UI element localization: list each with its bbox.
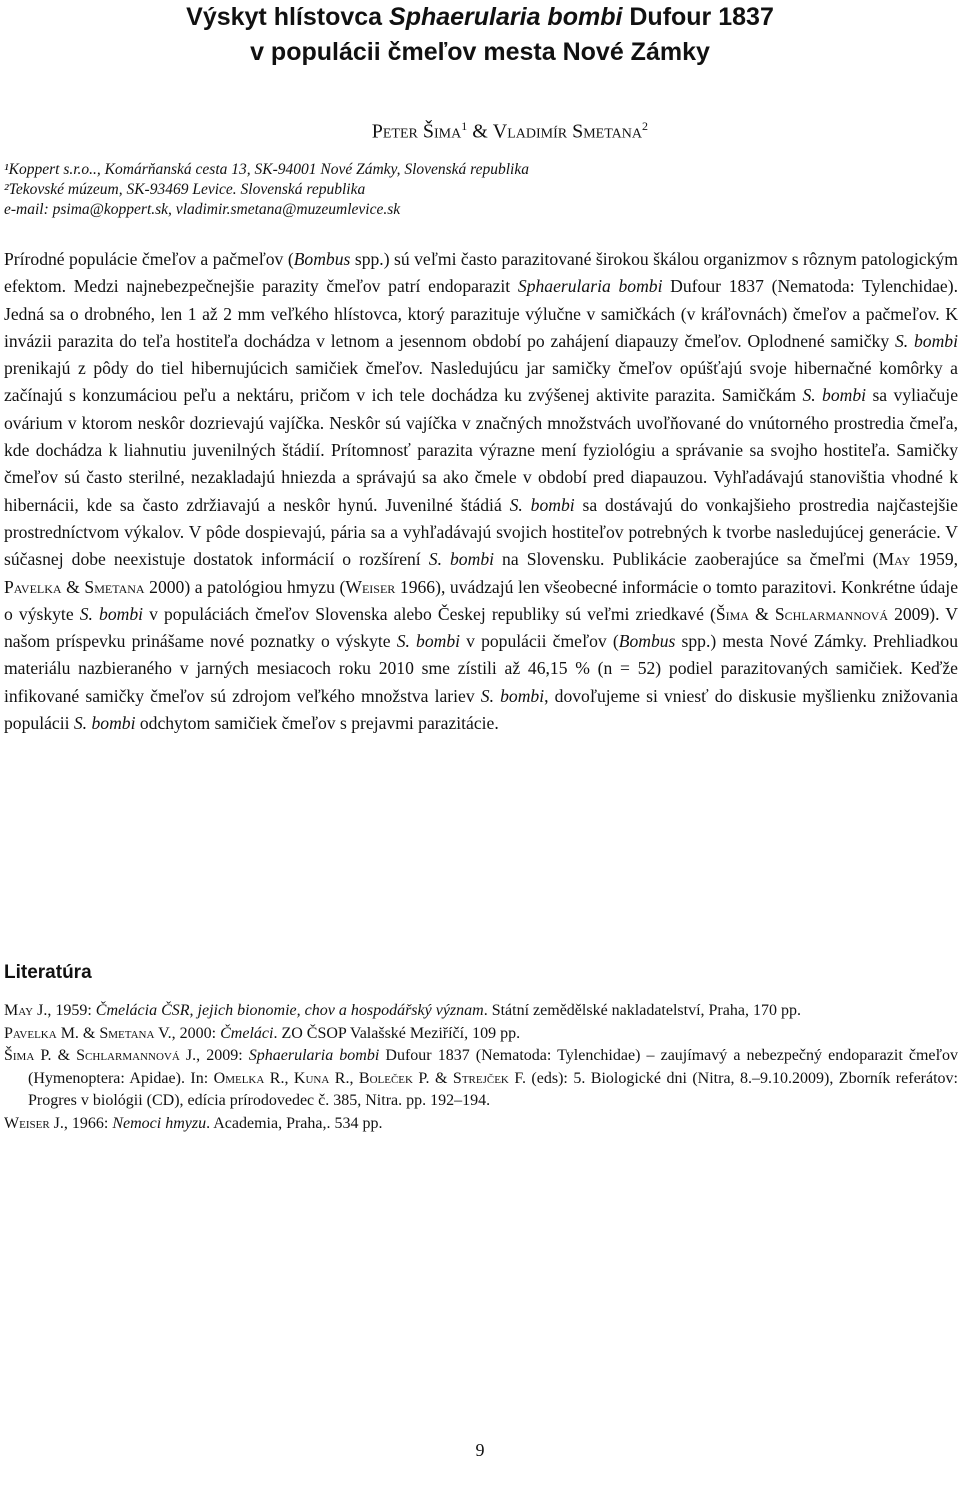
ref-author: May	[4, 1002, 34, 1019]
authors-line	[372, 112, 648, 146]
italic-taxon: S. bombi	[894, 330, 958, 351]
reference-item	[4, 1023, 958, 1046]
body-text: v populáciách čmeľov Slovenska alebo Českej republiky sú veľmi zriedkavé (	[143, 603, 716, 624]
ref-text: . Státní zemědělské nakladatelství, Praha, 170 pp.	[483, 1002, 801, 1019]
body-text: &	[61, 576, 85, 597]
body-text: na Slovensku. Publikácie zaoberajúce sa čmeľmi (	[494, 549, 879, 570]
body-text: Prírodné populácie čmeľov a pačmeľov (	[4, 249, 294, 269]
cited-author: Schlarmannová	[774, 603, 888, 624]
ref-title: Sphaerularia bombi	[248, 1047, 380, 1064]
ref-text: J., 2009:	[179, 1047, 249, 1064]
body-text: prenikajú z pôdy do tiel hibernujúcich samičiek čmeľov. Nasledujúcu jar samičky čmeľov opúšťajú svoje hibernačné komôrky a začínajú s konzumáciou peľu a nektáru, pričom v ich tele dochádza ku zvýšenej aktivite parazita. Samičkám	[4, 358, 958, 406]
ref-title: Nemoci hmyzu	[112, 1114, 207, 1132]
ref-author: Boleček	[358, 1069, 413, 1087]
body-text: sa dostávajú do vonkajšieho prostredia najčastejšie prostredníctvom výkalov. V pôde dospievajú, pária sa a vyhľadávajú svojich hostiteľov potrebných k tvorbe nasledujúcej generácie. V súčasnej dobe neexistuje dostatok informácií o rozšírení	[4, 494, 958, 570]
italic-taxon: S. bombi	[509, 494, 575, 515]
ref-text: R.,	[329, 1069, 359, 1087]
ref-author: Weiser	[4, 1114, 50, 1132]
ref-text: . Academia, Praha,. 534 pp.	[206, 1114, 383, 1132]
affiliation-line: ²Tekovské múzeum, SK-93469 Levice. Slovenská republika	[4, 181, 366, 198]
ref-text: V., 2000:	[154, 1024, 221, 1042]
italic-taxon: Sphaerularia bombi	[517, 276, 663, 297]
ref-author: Strejček	[452, 1069, 509, 1087]
ref-text: F. (eds): 5. Biologické dni (Nitra, 8.–9.10.2009), Zborník referátov: Progres v biológii (CD), edícia prírodovedec č. 385, Nitra. pp. 192–194.	[28, 1069, 958, 1109]
cited-author: May	[878, 549, 911, 570]
ref-title: Čmeláci	[220, 1024, 274, 1042]
affiliation-line: ¹Koppert s.r.o.., Komárňanská cesta 13, SK-94001 Nové Zámky, Slovenská republika	[4, 161, 529, 178]
reference-item	[4, 1045, 958, 1113]
cited-author: Weiser	[345, 576, 396, 597]
italic-taxon: S. bombi	[428, 549, 494, 570]
ref-text: P. &	[412, 1069, 453, 1087]
author-name: Vladimír Smetana	[492, 120, 642, 143]
literature-heading: Literatúra	[4, 962, 92, 983]
title-line-2: v populácii čmeľov mesta Nové Zámky	[250, 38, 710, 66]
body-text: 2000) a patológiou hmyzu (	[144, 576, 346, 597]
title-species-name: Sphaerularia bombi	[389, 3, 623, 31]
italic-taxon: S. bombi	[802, 385, 867, 406]
article-title	[0, 0, 960, 70]
cited-author: Šima	[715, 603, 749, 624]
reference-item	[4, 1113, 958, 1136]
body-text: 1966), uvádzajú len všeobecné informácie o tomto parazitovi. Konkrétne údaje o výskyte	[4, 576, 959, 624]
affiliation-marker: 1	[461, 119, 468, 133]
page-number: 9	[475, 1440, 485, 1460]
italic-taxon: S. bombi	[396, 631, 461, 652]
cited-author: Pavelka	[4, 576, 62, 597]
author-name: Peter Šima	[371, 120, 462, 143]
ref-author: Smetana	[99, 1024, 155, 1042]
italic-taxon: S. bombi	[79, 603, 144, 624]
ref-text: R.,	[264, 1069, 294, 1087]
reference-list	[4, 1000, 958, 1135]
body-text: odchytom samičiek čmeľov s prejavmi parazitácie.	[135, 713, 499, 734]
email-line: e-mail: psima@koppert.sk, vladimir.smetana@muzeumlevice.sk	[4, 201, 401, 218]
title-text: Dufour 1837	[622, 3, 774, 31]
ref-author: Kuna	[293, 1069, 330, 1087]
body-text: , dovoľujeme si vniesť do diskusie myšlienku znižovania populácii	[4, 685, 958, 734]
cited-author: Smetana	[84, 576, 145, 597]
body-text: sa vyliačuje ovárium v ktorom neskôr dozrievajú vajíčka. Neskôr sú vajíčka v značných množstvách uvoľňované do vnútorného prostredia čmeľa, kde dochádza k liahnutiu juvenilných štádií. Prítomnosť parazita výrazne mení fyziológiu a správanie sa svojho hostiteľa. Samičky čmeľov sú často sterilné, nezakladajú hniezda a správajú sa ako čmele v období pred diapauzou. Vyhľadávajú stanovištia vhodné k hibernácii, kde sa často zdržiavajú a neskôr hynú. Juvenilné štádiá	[4, 385, 958, 515]
ref-author: Omelka	[213, 1069, 265, 1087]
body-text: 1959,	[910, 549, 959, 570]
title-text: Výskyt hlístovca	[186, 3, 390, 31]
abstract-paragraph	[4, 246, 958, 737]
ref-author: Schlarmannová	[76, 1047, 180, 1064]
italic-taxon: Bombus	[618, 631, 676, 652]
ref-title: Čmelácia ČSR, jejich bionomie, chov a hospodářský význam	[95, 1002, 484, 1019]
author-separator: &	[467, 120, 493, 143]
body-text: 2009). V našom príspevku prinášame nové poznatky o výskyte	[4, 603, 959, 652]
body-text: v populácii čmeľov (	[460, 631, 619, 652]
ref-text: J., 1959:	[33, 1002, 96, 1019]
affiliations	[4, 160, 724, 220]
affiliation-marker: 2	[642, 119, 648, 133]
body-text: &	[748, 603, 775, 624]
ref-author: Šima	[4, 1047, 35, 1064]
body-text: spp.) mesta Nové Zámky. Prehliadkou materiálu nazbieraného v jarných mesiacoch roku 2010 sme zístili až 46,15 % (n = 52) podiel parazitovaných samičiek. Keďže infikované samičky čmeľov sú zdrojom veľkého množstva lariev	[4, 631, 958, 706]
ref-author: Pavelka	[4, 1024, 57, 1042]
italic-taxon: S. bombi	[73, 713, 136, 734]
body-text: spp.) sú veľmi často parazitované širokou škálou organizmov s rôznym patologickým efektom. Medzi najnebezpečnejšie parazity čmeľov patrí endoparazit	[4, 249, 958, 297]
title-line-1	[0, 0, 960, 35]
reference-item	[4, 1000, 958, 1023]
ref-text: J., 1966:	[49, 1114, 113, 1132]
ref-text: M. &	[56, 1024, 100, 1042]
ref-text: . ZO ČSOP Valašské Meziříčí, 109 pp.	[273, 1024, 521, 1042]
ref-text: Dufour 1837 (Nematoda: Tylenchidae) – zaujímavý a nebezpečný endoparazit čmeľov (Hymenoptera: Apidae). In:	[28, 1047, 959, 1087]
italic-taxon: Bombus	[293, 249, 351, 269]
ref-text: P. &	[34, 1047, 77, 1064]
italic-taxon: S. bombi	[480, 685, 545, 706]
body-text: Dufour 1837 (Nematoda: Tylenchidae). Jedná sa o drobného, len 1 až 2 mm veľkého hlístovca, ktorý parazituje výlučne v samičkách (v kráľovnách) čmeľov a pačmeľov. K invázii parazita do teľa hostiteľa dochádza v letnom a jesennom období po zahájení diapauzy čmeľov. Oplodnené samičky	[4, 276, 958, 351]
